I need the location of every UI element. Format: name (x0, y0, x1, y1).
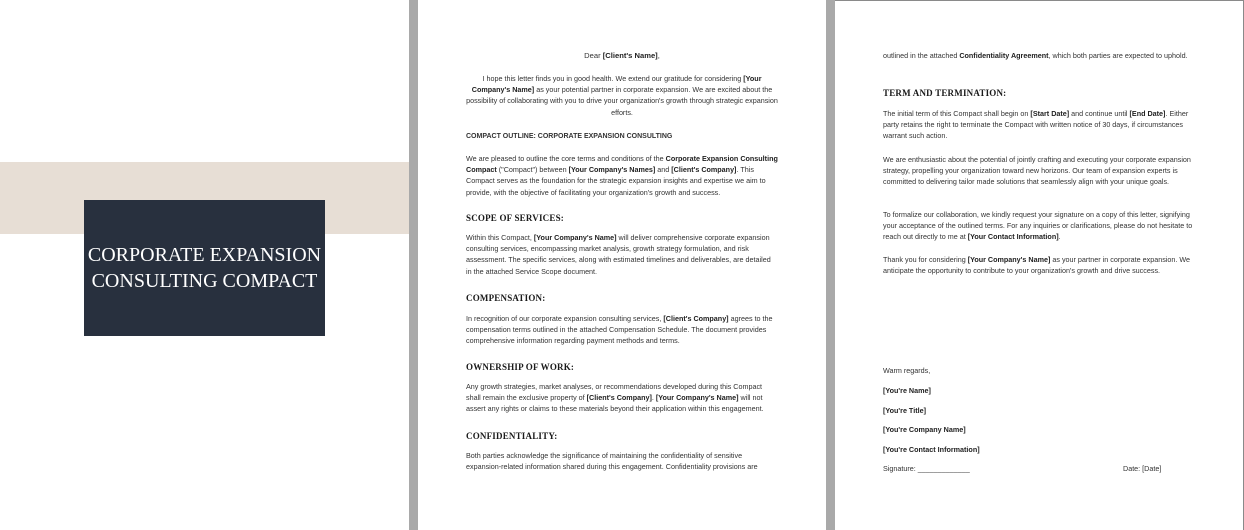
intro-paragraph: I hope this letter finds you in good health. We extend our gratitude for considering [Your Company's Name] as your potential partner in corporate expansion. We are excited about the possibility of collaborating with you to drive your organization's growth through strategic expansion efforts. (466, 74, 778, 117)
compensation-heading: COMPENSATION: (466, 293, 546, 303)
outline-heading: COMPACT OUTLINE: CORPORATE EXPANSION CONSULTING (466, 133, 673, 140)
cover-title-line1: CORPORATE EXPANSION (87, 244, 322, 266)
letter-page-2 (835, 0, 1244, 530)
confidentiality-continued: outlined in the attached Confidentiality Agreement, which both parties are expected to uphold. (883, 51, 1188, 60)
compensation-paragraph: In recognition of our corporate expansion consulting services, [Client's Company] agrees to the compensation terms outlined in the attached Compensation Schedule. The document provides comprehensive information regarding payment methods and terms. (466, 314, 773, 346)
signer-name: [You're Name] (883, 386, 931, 395)
term-heading: TERM AND TERMINATION: (883, 88, 1007, 98)
ownership-heading: OWNERSHIP OF WORK: (466, 362, 575, 372)
date-line: Date: [Date] (1123, 464, 1162, 473)
signer-title: [You're Title] (883, 406, 926, 415)
scope-paragraph: Within this Compact, [Your Company's Name] will deliver comprehensive corporate expansion consulting services, encompassing market analysis, growth strategy formulation, and risk assessment. The specific services, along with estimated timelines and deliverables, are detailed in the attached Service Scope document. (466, 233, 771, 276)
salutation: Dear [Client's Name], (584, 51, 660, 60)
cover-title-box (84, 200, 325, 336)
outline-paragraph: We are pleased to outline the core terms and conditions of the Corporate Expansion Consulting Compact ("Compact") between [Your Company's Names] and [Client's Company]. This Compact serves as the foundation for the strategic expansion insights and expertise we aim to provide, with the objective of facilitating your organization's growth and success. (466, 154, 778, 197)
formalize-paragraph: To formalize our collaboration, we kindly request your signature on a copy of this letter, signifying your acceptance of the outlined terms. For any inquiries or clarifications, please do not hesitate to reach out directly to me at [Your Contact Information]. (883, 210, 1193, 242)
enthusiasm-paragraph: We are enthusiastic about the potential of jointly crafting and executing your corporate expansion strategy, propelling your organization toward new horizons. Our team of expansion experts is committed to delivering tailor made solutions that seamlessly align with your unique goals. (883, 155, 1191, 187)
signer-contact: [You're Contact Information] (883, 445, 980, 454)
signer-company: [You're Company Name] (883, 425, 966, 434)
term-paragraph: The initial term of this Compact shall begin on [Start Date] and continue until [End Date]. Either party retains the right to terminate the Compact with written notice of 30 days, if circumstances warrant such action. (883, 109, 1189, 141)
ownership-paragraph: Any growth strategies, market analyses, or recommendations developed during this Compact shall remain the exclusive property of [Client's Company]. [Your Company's Name] will not assert any rights or claims to these materials beyond their application within this engagement. (466, 382, 764, 414)
thanks-paragraph: Thank you for considering [Your Company's Name] as your partner in corporate expansion. We anticipate the opportunity to contribute to your organization's growth and drive success. (883, 255, 1191, 276)
signature-line: Signature: _____________ (883, 464, 970, 473)
confidentiality-heading: CONFIDENTIALITY: (466, 431, 558, 441)
letter-page-1 (418, 0, 826, 530)
closing-text: Warm regards, (883, 366, 931, 375)
cover-title-line2: CONSULTING COMPACT (91, 270, 318, 292)
scope-heading: SCOPE OF SERVICES: (466, 213, 564, 223)
confidentiality-paragraph: Both parties acknowledge the significance of maintaining the confidentiality of sensitive expansion-related information shared during this engagement. Confidentiality provisions are (466, 451, 758, 472)
cover-page (0, 0, 409, 530)
